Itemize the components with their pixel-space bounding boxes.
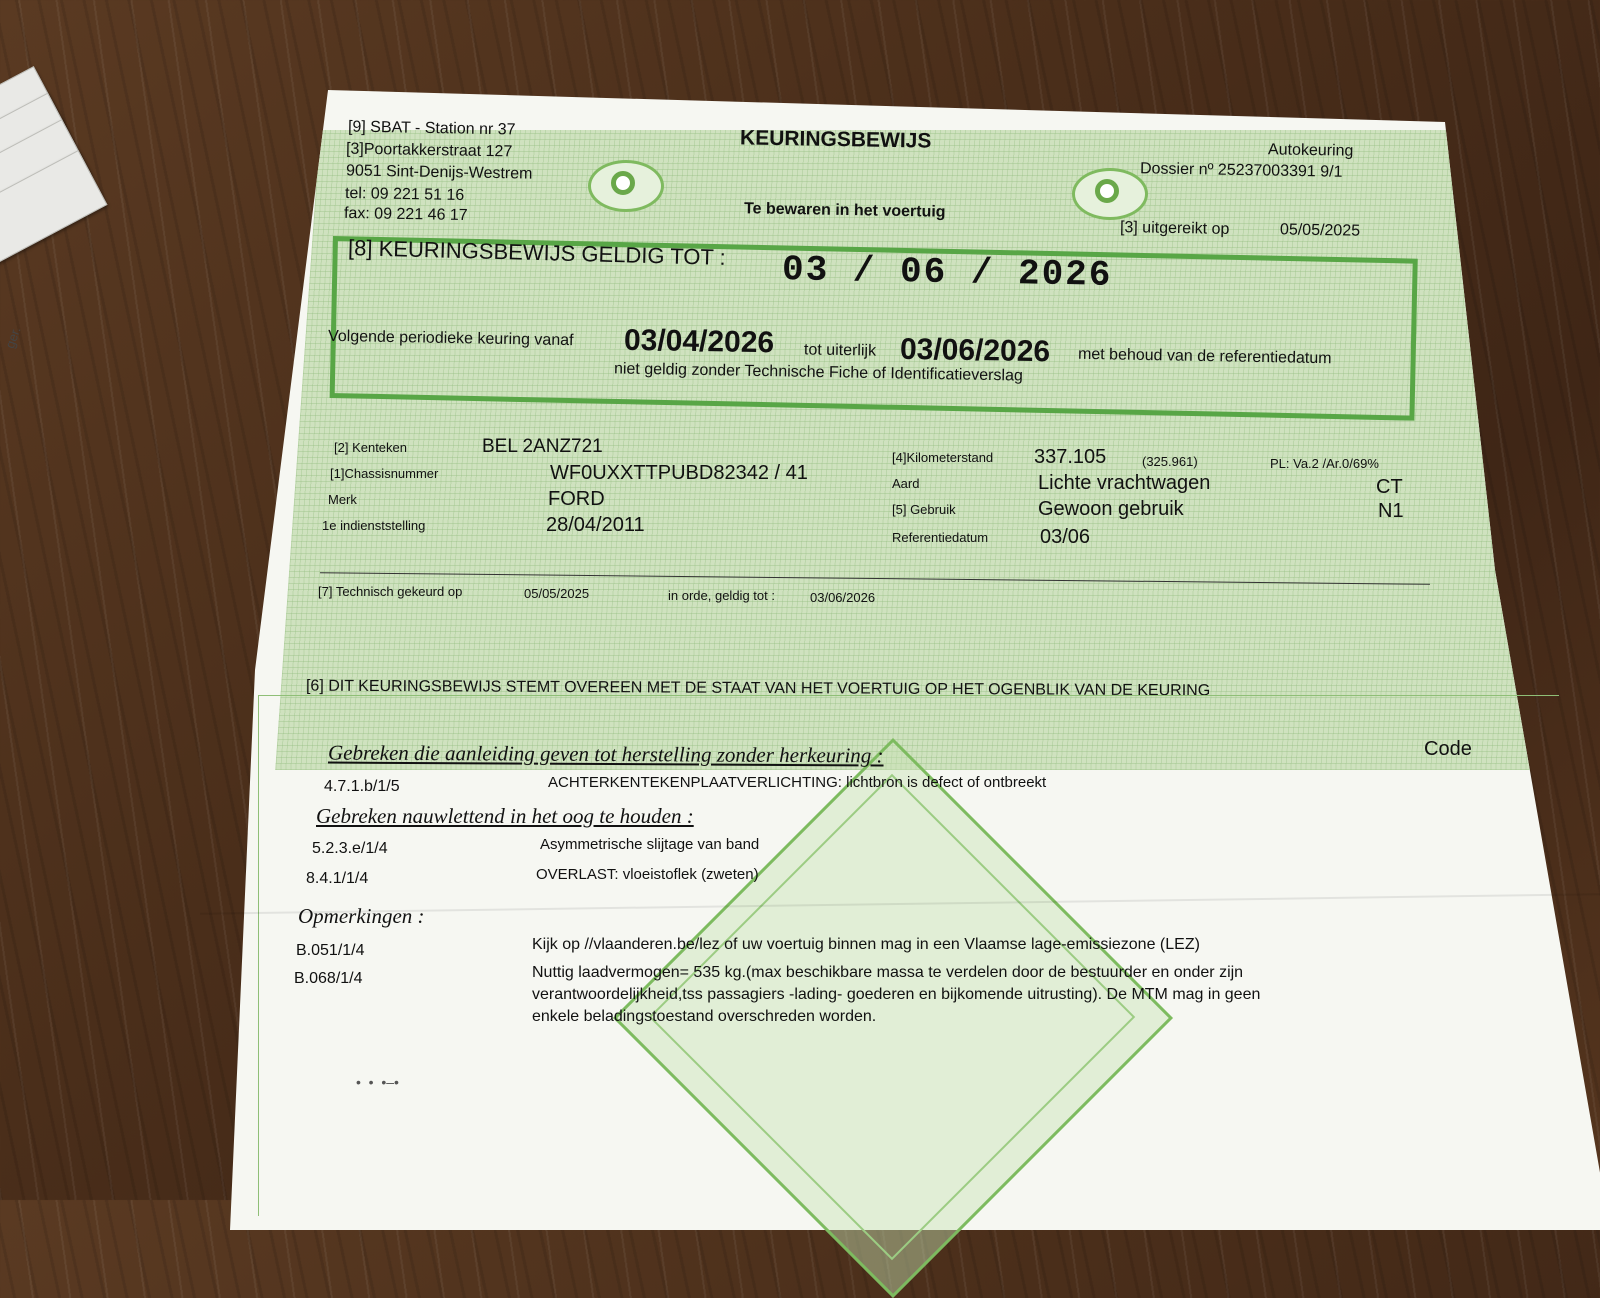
plate-value: BEL 2ANZ721 bbox=[482, 436, 603, 457]
validity-note: niet geldig zonder Technische Fiche of Identificatieverslag bbox=[613, 360, 1023, 385]
first-registration-label: 1e indienststelling bbox=[322, 518, 426, 533]
goca-eye-logo bbox=[588, 160, 664, 212]
pl-value: PL: Va.2 /Ar.0/69% bbox=[1270, 456, 1379, 471]
document-title: KEURINGSBEWIJS bbox=[739, 126, 932, 153]
envelope-text: ger. bbox=[2, 324, 24, 351]
issued-date: 05/05/2025 bbox=[1279, 221, 1361, 240]
remark-text: Kijk op //vlaanderen.be/lez of uw voertuig binnen mag in een Vlaamse lage-emissiezone (LEZ) bbox=[532, 936, 1200, 953]
defect-description: ACHTERKENTEKENPLAATVERLICHTING: lichtbron is defect of ontbreekt bbox=[548, 774, 1047, 791]
next-inspection-to: 03/06/2026 bbox=[899, 332, 1051, 369]
repair-defects-heading: Gebreken die aanleiding geven tot herstelling zonder herkeuring : bbox=[327, 740, 884, 768]
chassis-value: WF0UXXTTPUBD82342 / 41 bbox=[550, 462, 808, 484]
remark-text: Nuttig laadvermogen= 535 kg.(max beschikbare massa te verdelen door de bestuurder en onder zijn verantwoordelijkheid,tss passagiers -lading- goederen en bijkomende uitrusting). De MTM mag in geen enkele beladingstoestand overschreden worden. bbox=[532, 964, 1261, 1025]
defect-code: 5.2.3.e/1/4 bbox=[312, 840, 388, 857]
kind-value: Lichte vrachtwagen bbox=[1038, 472, 1211, 494]
brand-label: Merk bbox=[328, 492, 357, 507]
station-name: [9] SBAT - Station nr 37 bbox=[347, 118, 516, 139]
category-label: Autokeuring bbox=[1267, 141, 1354, 160]
technical-date: 05/05/2025 bbox=[524, 586, 590, 601]
envelope-stack bbox=[0, 58, 190, 403]
next-inspection-from: 03/04/2026 bbox=[623, 323, 775, 360]
technical-order-label: in orde, geldig tot : bbox=[668, 588, 775, 603]
station-city: 9051 Sint-Denijs-Westrem bbox=[345, 162, 533, 183]
next-inspection-mid: tot uiterlijk bbox=[803, 341, 877, 360]
validity-date: 03 / 06 / 2026 bbox=[781, 249, 1113, 296]
first-registration-value: 28/04/2011 bbox=[546, 514, 645, 536]
watch-defects-heading: Gebreken nauwlettend in het oog te houden : bbox=[316, 804, 694, 828]
defect-code: 8.4.1/1/4 bbox=[306, 870, 369, 887]
station-fax: fax: 09 221 46 17 bbox=[343, 204, 468, 225]
defect-description: Asymmetrische slijtage van band bbox=[540, 836, 760, 853]
use-label: [5] Gebruik bbox=[892, 502, 956, 517]
kind-code: CT bbox=[1376, 476, 1403, 498]
use-code: N1 bbox=[1378, 500, 1404, 522]
station-tel: tel: 09 221 51 16 bbox=[344, 184, 465, 205]
code-column-header: Code bbox=[1424, 738, 1472, 760]
conformity-statement: [6] DIT KEURINGSBEWIJS STEMT OVEREEN MET DE STAAT VAN HET VOERTUIG OP HET OGENBLIK VAN DE KEURING bbox=[305, 677, 1211, 700]
plate-label: [2] Kenteken bbox=[334, 440, 407, 455]
technical-order-date: 03/06/2026 bbox=[810, 590, 876, 605]
perforation-marks: • • •–• bbox=[356, 1074, 399, 1090]
use-value: Gewoon gebruik bbox=[1038, 498, 1184, 520]
odometer-previous: (325.961) bbox=[1142, 454, 1198, 469]
document-subtitle: Te bewaren in het voertuig bbox=[743, 200, 946, 221]
next-inspection-suffix: met behoud van de referentiedatum bbox=[1077, 345, 1332, 368]
technical-label: [7] Technisch gekeurd op bbox=[318, 584, 463, 599]
validity-label: [8] KEURINGSBEWIJS GELDIG TOT : bbox=[347, 235, 727, 270]
remark-code: B.068/1/4 bbox=[294, 970, 363, 987]
chassis-label: [1]Chassisnummer bbox=[330, 466, 439, 481]
station-street: [3]Poortakkerstraat 127 bbox=[345, 140, 513, 161]
remark-code: B.051/1/4 bbox=[296, 942, 365, 959]
dossier-number: Dossier nº 25237003391 9/1 bbox=[1139, 160, 1343, 181]
defect-code: 4.7.1.b/1/5 bbox=[324, 778, 400, 795]
odometer-label: [4]Kilometerstand bbox=[892, 450, 994, 465]
issued-label: [3] uitgereikt op bbox=[1119, 219, 1230, 238]
reference-date-label: Referentiedatum bbox=[892, 530, 989, 545]
next-inspection-prefix: Volgende periodieke keuring vanaf bbox=[327, 327, 574, 350]
kind-label: Aard bbox=[892, 476, 920, 491]
odometer-value: 337.105 bbox=[1034, 446, 1107, 468]
brand-value: FORD bbox=[548, 488, 605, 510]
remarks-heading: Opmerkingen : bbox=[298, 904, 425, 928]
goca-eye-logo bbox=[1072, 168, 1148, 220]
defect-description: OVERLAST: vloeistoflek (zweten) bbox=[536, 866, 759, 883]
reference-date-value: 03/06 bbox=[1040, 526, 1091, 548]
